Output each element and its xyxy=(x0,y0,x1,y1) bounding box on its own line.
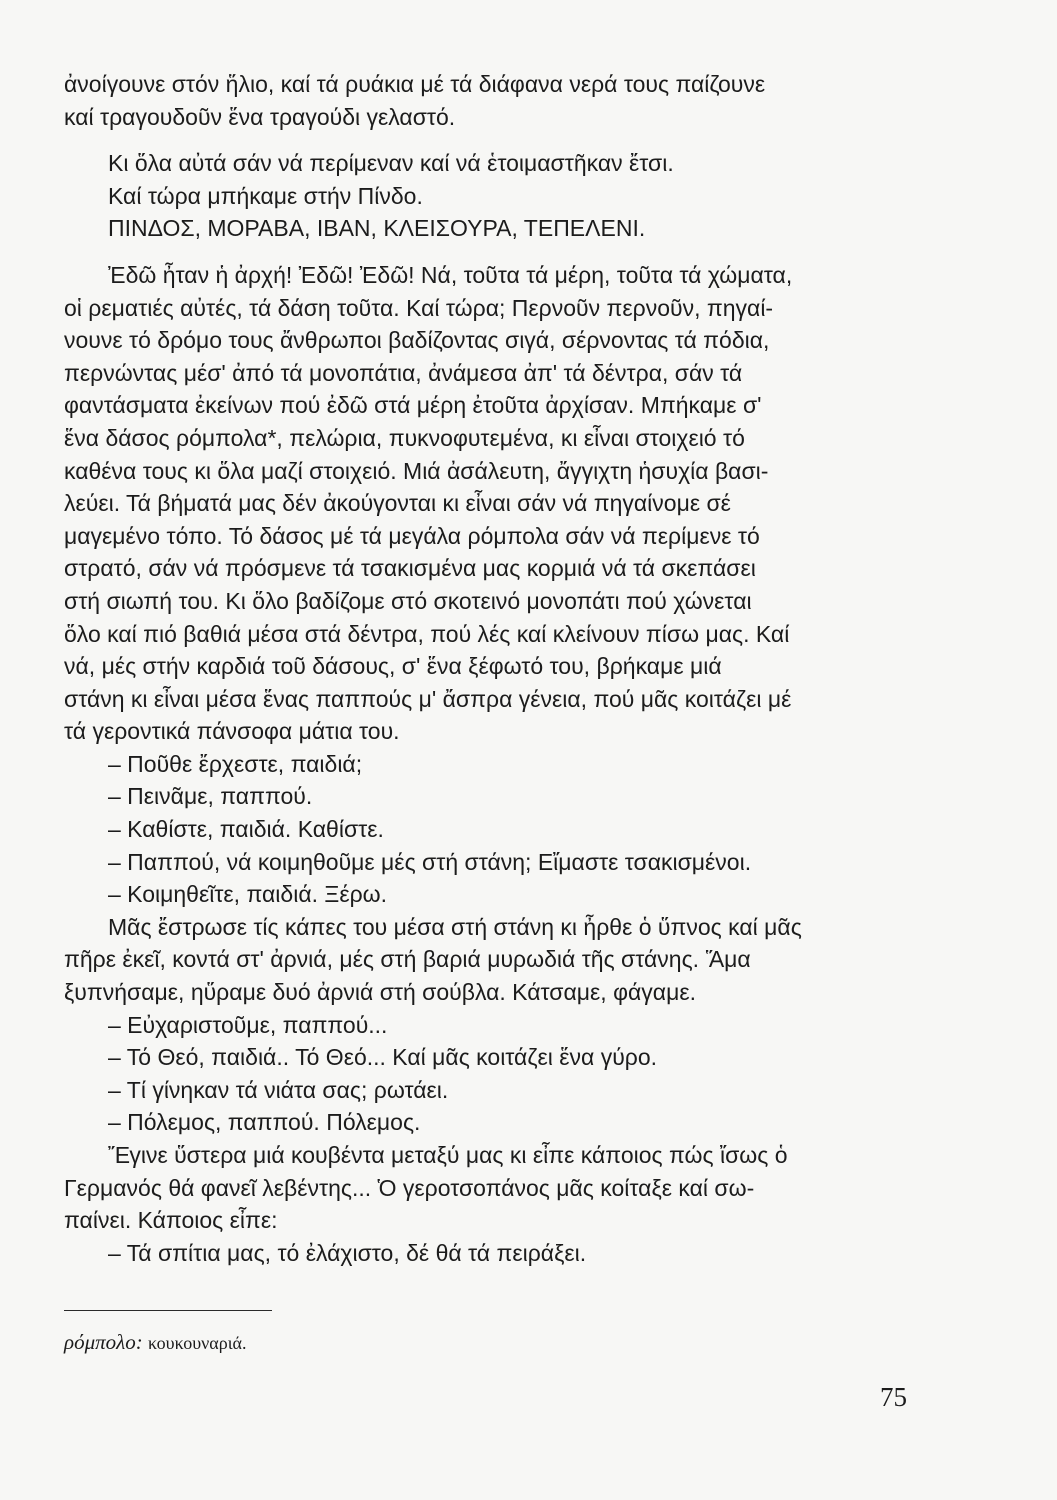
paragraph-sheepfold xyxy=(64,911,912,1009)
text-line: ἀνοίγουνε στόν ἥλιο, καί τά ρυάκια μέ τά διάφανα νερά τους παίζουνε xyxy=(64,71,766,97)
footnote xyxy=(64,1330,246,1355)
footnote-term: ρόμπολο: xyxy=(64,1330,143,1354)
text-line: καί τραγουδοῦν ἕνα τραγούδι γελαστό. xyxy=(64,103,456,130)
text-line: περνώντας μέσ' ἀπό τά μονοπάτια, ἀνάμεσα ἀπ' τά δέντρα, σάν τά xyxy=(64,359,743,386)
dialogue-line: – Καθίστε, παιδιά. Καθίστε. xyxy=(108,816,384,843)
body-text xyxy=(64,68,912,1269)
text-line: νουνε τό δρόμο τους ἄνθρωποι βαδίζοντας σιγά, σέρνοντας τά πόδια, xyxy=(64,327,770,354)
dialogue-line: – Εὐχαριστοῦμε, παππού... xyxy=(108,1011,388,1038)
text-line: Γερμανός θά φανεῖ λεβέντης... Ὁ γεροτσοπάνος μᾶς κοίταξε καί σω- xyxy=(64,1174,755,1201)
page-number: 75 xyxy=(880,1382,907,1412)
dialogue-line: – Παππού, νά κοιμηθοῦμε μές στή στάνη; Εἴμαστε τσακισμένοι. xyxy=(108,848,752,875)
dialogue-line: – Ποῦθε ἔρχεστε, παιδιά; xyxy=(108,750,363,777)
text-line: παίνει. Κάποιος εἶπε: xyxy=(64,1207,278,1234)
text-line: φαντάσματα ἐκείνων πού ἐδῶ στά μέρη ἐτοῦτα ἀρχίσαν. Μπήκαμε σ' xyxy=(64,392,762,419)
text-line: τά γεροντικά πάνσοφα μάτια του. xyxy=(64,718,400,745)
paragraph-conversation xyxy=(64,1139,912,1237)
text-line: Ἔγινε ὕστερα μιά κουβέντα μεταξύ μας κι εἶπε κάποιος πώς ἴσως ὁ xyxy=(108,1142,788,1168)
dialogue-block xyxy=(64,748,912,911)
text-line: οἱ ρεματιές αὐτές, τά δάση τοῦτα. Καί τώρα; Περνοῦν περνοῦν, πηγαί- xyxy=(64,294,774,321)
place-names-line: ΠΙΝΔΟΣ, ΜΟΡΑΒΑ, ΙΒΑΝ, ΚΛΕΙΣΟΥΡΑ, ΤΕΠΕΛΕΝΙ. xyxy=(108,215,646,242)
text-line: καθένα τους κι ὅλα μαζί στοιχειό. Μιά ἀσάλευτη, ἄγγιχτη ἡσυχία βασι- xyxy=(64,457,769,484)
dialogue-line: – Κοιμηθεῖτε, παιδιά. Ξέρω. xyxy=(108,881,388,908)
dialogue-line: – Τί γίνηκαν τά νιάτα σας; ρωτάει. xyxy=(108,1076,449,1103)
text-line: στρατό, σάν νά πρόσμενε τά τσακισμένα μας κορμιά νά τά σκεπάσει xyxy=(64,555,756,582)
text-line: ὅλο καί πιό βαθιά μέσα στά δέντρα, πού λές καί κλείνουν πίσω μας. Καί xyxy=(64,620,790,647)
dialogue-line: – Πόλεμος, παππού. Πόλεμος. xyxy=(108,1109,421,1136)
dialogue-block xyxy=(64,1237,912,1270)
dialogue-line: – Τά σπίτια μας, τό ἐλάχιστο, δέ θά τά πειράξει. xyxy=(108,1239,587,1266)
text-line: ἕνα δάσος ρόμπολα*, πελώρια, πυκνοφυτεμένα, κι εἶναι στοιχειό τό xyxy=(64,424,745,451)
dialogue-line: – Πεινᾶμε, παππού. xyxy=(108,783,313,810)
text-line: μαγεμένο τόπο. Τό δάσος μέ τά μεγάλα ρόμπολα σάν νά περίμενε τό xyxy=(64,522,760,549)
text-line: πῆρε ἐκεῖ, κοντά στ' ἀρνιά, μές στή βαριά μυρωδιά τῆς στάνης. Ἅμα xyxy=(64,946,751,973)
dialogue-line: – Τό Θεό, παιδιά.. Τό Θεό... Καί μᾶς κοιτάζει ἕνα γύρο. xyxy=(108,1044,658,1071)
text-line: Μᾶς ἔστρωσε τίς κάπες του μέσα στή στάνη κι ἦρθε ὁ ὕπνος καί μᾶς xyxy=(108,913,802,940)
paragraph-pindos xyxy=(64,147,912,245)
text-line: στάνη κι εἶναι μέσα ἕνας παππούς μ' ἄσπρα γένεια, πού μᾶς κοιτάζει μέ xyxy=(64,685,792,712)
dialogue-block xyxy=(64,1009,912,1139)
intro-paragraph xyxy=(64,68,912,133)
text-line: Καί τώρα μπήκαμε στήν Πίνδο. xyxy=(108,182,423,209)
footnote-definition: κουκουναριά. xyxy=(147,1333,247,1353)
footnote-divider xyxy=(64,1310,272,1311)
text-line: ξυπνήσαμε, ηὕραμε δυό ἀρνιά στή σούβλα. Κάτσαμε, φάγαμε. xyxy=(64,979,696,1006)
text-line: λεύει. Τά βήματά μας δέν ἀκούγονται κι εἶναι σάν νά πηγαίνομε σέ xyxy=(64,490,731,517)
text-line: νά, μές στήν καρδιά τοῦ δάσους, σ' ἕνα ξέφωτό του, βρήκαμε μιά xyxy=(64,653,722,680)
text-line: στή σιωπή του. Κι ὅλο βαδίζομε στό σκοτεινό μονοπάτι πού χώνεται xyxy=(64,587,752,614)
text-line: Ἐδῶ ἦταν ἡ ἀρχή! Ἐδῶ! Ἐδῶ! Νά, τοῦτα τά μέρη, τοῦτα τά χώματα, xyxy=(108,261,793,288)
paragraph-forest xyxy=(64,259,912,748)
text-line: Κι ὅλα αὐτά σάν νά περίμεναν καί νά ἑτοιμαστῆκαν ἔτσι. xyxy=(108,150,674,177)
